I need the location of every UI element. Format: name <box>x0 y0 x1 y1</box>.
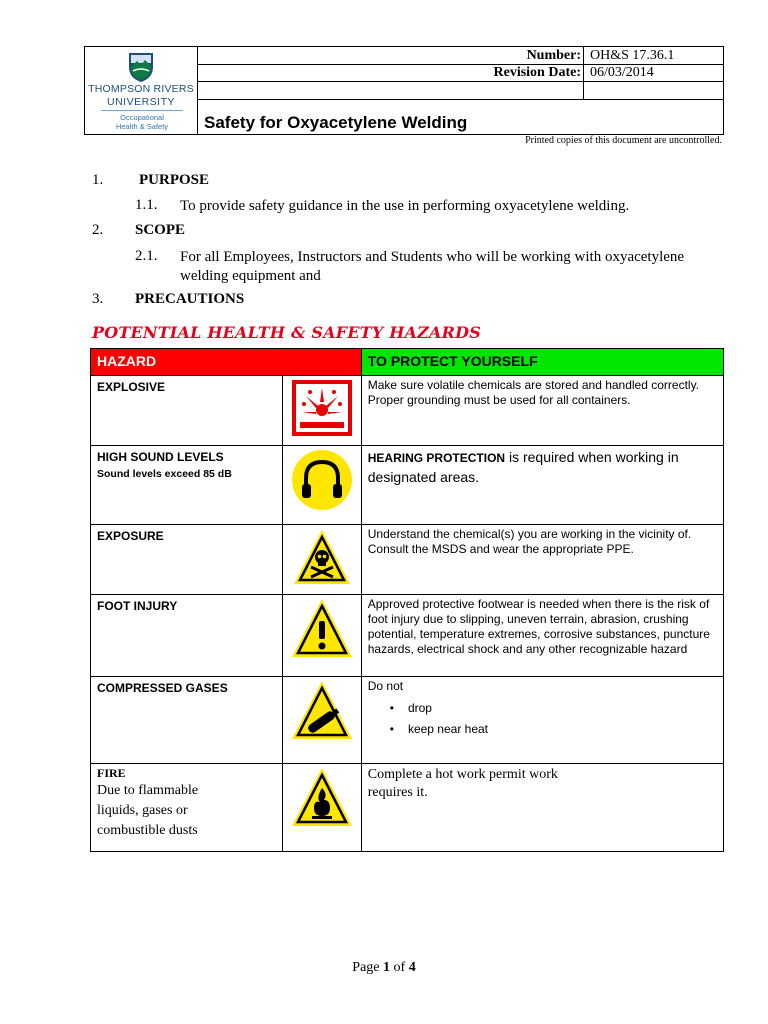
hazard-subtext: Due to flammable liquids, gases or combustible dusts <box>97 783 199 838</box>
hazard-cell <box>91 376 283 446</box>
hazard-cell <box>91 525 283 595</box>
document-title: Safety for Oxyacetylene Welding <box>204 113 468 132</box>
icon-cell <box>282 525 361 595</box>
protect-text: Complete a hot work permit work requires it. <box>367 767 558 800</box>
logo-line-2: UNIVERSITY <box>106 96 175 108</box>
hazard-name: COMPRESSED GASES <box>97 681 228 695</box>
hazard-cell <box>91 595 283 677</box>
page-prefix: Page <box>352 960 384 975</box>
toxic-skull-icon <box>292 527 352 587</box>
revision-value: 06/03/2014 <box>590 65 654 80</box>
hazard-cell <box>91 764 283 852</box>
protect-text <box>368 448 717 487</box>
hazards-title: POTENTIAL HEALTH & SAFETY HAZARDS <box>92 323 481 342</box>
protect-text: Do not <box>367 679 404 693</box>
protect-text-rest: is required when working in designated areas. <box>367 449 679 485</box>
tru-shield-icon <box>127 51 155 83</box>
explosive-icon <box>290 378 354 438</box>
protect-list <box>368 698 717 740</box>
icon-cell <box>282 446 361 525</box>
hazard-row-fire <box>91 764 724 852</box>
hazard-cell <box>91 677 283 764</box>
uncontrolled-note: Printed copies of this document are uncontrolled. <box>525 135 722 146</box>
icon-cell <box>282 677 361 764</box>
section-heading: SCOPE <box>135 222 186 238</box>
protect-text-bold: HEARING PROTECTION <box>367 451 506 465</box>
protect-cell <box>361 525 723 595</box>
hazard-name: HIGH SOUND LEVELS <box>97 450 224 464</box>
hazard-row-foot-injury <box>91 595 724 677</box>
document-header <box>84 46 724 135</box>
number-label: Number: <box>526 48 581 63</box>
number-row <box>198 47 723 65</box>
hazard-row-compressed-gases <box>91 677 724 764</box>
protect-cell <box>361 446 723 525</box>
hazard-name: FOOT INJURY <box>97 599 178 613</box>
logo-dept-line-1: Occupational <box>120 113 164 122</box>
tru-logo <box>85 47 198 134</box>
section-number: 3. <box>92 291 104 307</box>
list-item: • keep near heat <box>390 719 717 740</box>
section-heading: PURPOSE <box>139 172 210 188</box>
subsection-text: To provide safety guidance in the use in performing oxyacetylene welding. <box>180 198 630 214</box>
revision-row <box>198 64 723 82</box>
page-footer <box>0 960 768 976</box>
hazard-column-header: HAZARD <box>91 349 362 376</box>
table-header-row <box>91 349 724 376</box>
subsection-text: For all Employees, Instructors and Students who will be working with oxyacetylene welding equipment and <box>180 249 685 284</box>
hazard-subtext: Sound levels exceed 85 dB <box>97 468 232 480</box>
general-warning-icon <box>290 597 354 659</box>
hearing-protection-icon <box>290 448 354 512</box>
hazard-name: EXPLOSIVE <box>97 380 166 394</box>
blank-row <box>198 82 723 100</box>
flammable-icon <box>290 766 354 828</box>
page-of: of <box>390 960 409 975</box>
hazard-cell <box>91 446 283 525</box>
icon-cell <box>282 764 361 852</box>
protect-cell <box>361 376 723 446</box>
protect-text: Understand the chemical(s) you are working in the vicinity of. Consult the MSDS and wear the appropriate PPE. <box>367 527 692 556</box>
subsection-number: 2.1. <box>135 248 158 264</box>
protect-cell <box>361 595 723 677</box>
hazard-row-high-sound <box>91 446 724 525</box>
list-item: • drop <box>390 698 717 719</box>
protect-cell <box>361 764 723 852</box>
icon-cell <box>282 595 361 677</box>
section-number: 1. <box>92 172 104 188</box>
subsection-number: 1.1. <box>135 197 158 213</box>
number-value: OH&S 17.36.1 <box>590 48 675 63</box>
gas-cylinder-icon <box>290 679 354 741</box>
page-total: 4 <box>408 960 416 975</box>
logo-department <box>101 110 183 131</box>
revision-label: Revision Date: <box>493 65 581 80</box>
protect-text: Approved protective footwear is needed when there is the risk of foot injury due to slipping, uneven terrain, abrasion, crushing potential, temperature extremes, corrosive substances, puncture hazards, electrical shock and any other recognizable hazard <box>367 597 710 656</box>
protect-column-header: TO PROTECT YOURSELF <box>361 349 723 376</box>
hazard-name: FIRE <box>97 766 126 780</box>
section-heading: PRECAUTIONS <box>135 291 245 307</box>
hazard-row-explosive <box>91 376 724 446</box>
protect-cell <box>361 677 723 764</box>
hazard-row-exposure <box>91 525 724 595</box>
section-number: 2. <box>92 222 104 238</box>
icon-cell <box>282 376 361 446</box>
page-current: 1 <box>383 960 391 975</box>
hazard-name: EXPOSURE <box>97 529 164 543</box>
logo-line-1: THOMPSON RIVERS <box>88 83 194 95</box>
logo-dept-line-2: Health & Safety <box>115 122 169 131</box>
protect-text: Make sure volatile chemicals are stored and handled correctly. Proper grounding must be used for all containers. <box>367 378 700 407</box>
hazard-table <box>90 348 724 852</box>
